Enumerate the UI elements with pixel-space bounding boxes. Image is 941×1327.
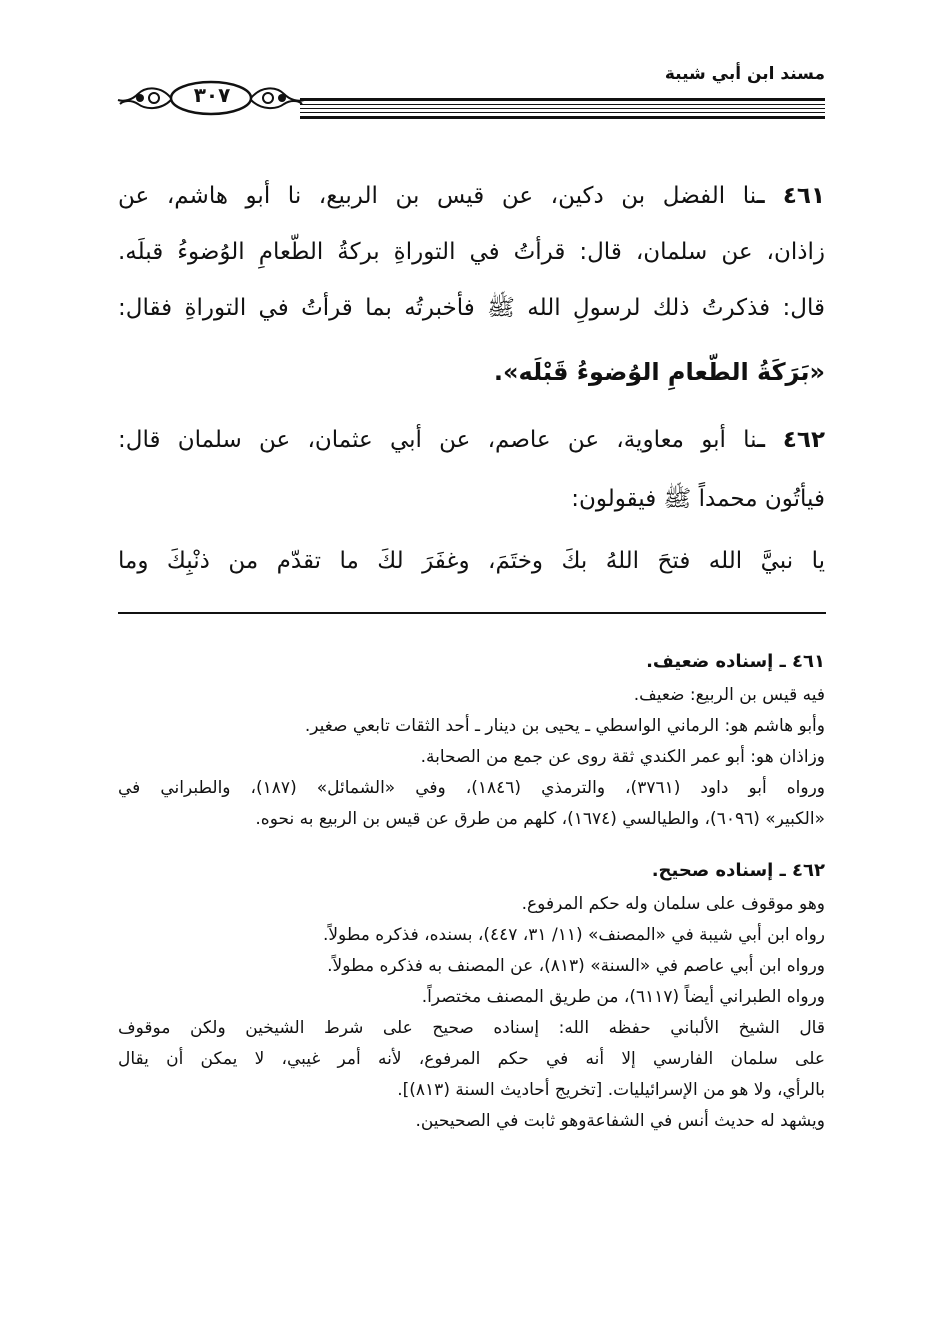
note-462-line: وهو موقوف على سلمان وله حكم المرفوع. — [521, 894, 825, 914]
page-number: ٣٠٧ — [193, 83, 231, 107]
hadith-462-line-3: يا نبيَّ الله فتحَ اللهُ بكَ وختَمَ، وغفَرَ لكَ ما تقدّم من ذنْبِكَ وما — [118, 548, 825, 574]
hadith-461-prophetic-text: «بَرَكَةُ الطّعامِ الوُضوءُ قَبْلَه». — [493, 358, 825, 386]
note-462-line: ورواه الطبراني أيضاً (٦١١٧)، من طريق المصنف مختصراً. — [421, 987, 825, 1007]
hadith-461-line-3: قال: فذكرتُ ذلك لرسولِ الله ﷺ فأخبرتُه بما قرأتُ في التوراةِ فقال: — [118, 295, 825, 321]
hadith-462-number: ٤٦٢ ـ — [757, 427, 825, 453]
main-text — [118, 168, 825, 592]
note-461-heading: ٤٦١ ـ إسناده ضعيف. — [646, 651, 825, 672]
note-462-line: رواه ابن أبي شيبة في «المصنف» (١١/ ٣١، ٤٤٧)، بسنده، فذكره مطولاً. — [322, 925, 825, 945]
footnote-separator — [118, 612, 826, 614]
header-rule — [300, 98, 825, 120]
hadith-461-line-2: زاذان، عن سلمان، قال: قرأتُ في التوراةِ بركةُ الطّعامِ الوُضوءُ قبلَه. — [118, 239, 825, 265]
note-462-line: على سلمان الفارسي إلا أنه في حكم المرفوع، لأنه أمر غيبي، لا يمكن أن يقال — [118, 1049, 825, 1069]
hadith-461-line-1: ٤٦١ ـنا الفضل بن دكين، عن قيس بن الربيع، نا أبو هاشم، عن — [118, 183, 825, 209]
hadith-462-line-1: ٤٦٢ ـنا أبو معاوية، عن عاصم، عن أبي عثمان، عن سلمان قال: — [118, 427, 825, 453]
note-462-heading: ٤٦٢ ـ إسناده صحيح. — [651, 860, 825, 881]
note-462-line: قال الشيخ الألباني حفظه الله: إسناده صحيح على شرط الشيخين ولكن موقوف — [118, 1018, 825, 1038]
note-462-line: ورواه ابن أبي عاصم في «السنة» (٨١٣)، عن المصنف به فذكره مطولاً. — [327, 956, 825, 976]
note-461-line: وزاذان هو: أبو عمر الكندي ثقة روى عن جمع من الصحابة. — [420, 747, 825, 767]
footnotes — [118, 644, 825, 1137]
running-header-title: مسند ابن أبي شيبة — [664, 64, 825, 84]
note-462-line: بالرأي، ولا هو من الإسرائيليات. [تخريج أحاديث السنة (٨١٣)]. — [397, 1080, 825, 1100]
note-461-line: فيه قيس بن الربيع: ضعيف. — [633, 685, 825, 705]
hadith-462-line-2: فيأتُون محمداً ﷺ فيقولون: — [571, 486, 825, 512]
note-461-line: ورواه أبو داود (٣٧٦١)، والترمذي (١٨٤٦)، وفي «الشمائل» (١٨٧)، والطبراني في — [118, 778, 825, 798]
note-461-line: «الكبير» (٦٠٩٦)، والطيالسي (١٦٧٤)، كلهم من طرق عن قيس بن الربيع به نحوه. — [255, 809, 825, 829]
hadith-461-number: ٤٦١ ـ — [756, 183, 825, 209]
note-462-line: ويشهد له حديث أنس في الشفاعةوهو ثابت في الصحيحين. — [415, 1111, 825, 1131]
note-461-line: وأبو هاشم هو: الرماني الواسطي ـ يحيى بن دينار ـ أحد الثقات تابعي صغير. — [304, 716, 825, 736]
